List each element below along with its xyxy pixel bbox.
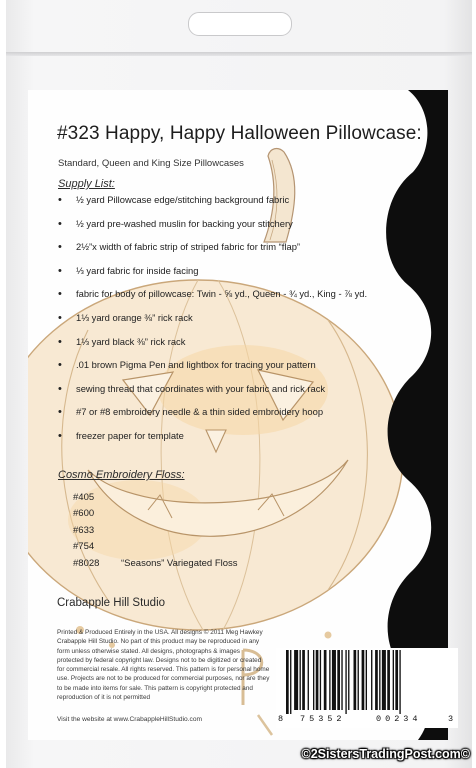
barcode-bar	[316, 650, 319, 710]
barcode-bar	[399, 650, 400, 714]
barcode-bar	[332, 650, 336, 710]
supply-item: • ½ yard Pillowcase edge/stitching background fabric	[52, 193, 402, 217]
site-watermark: ©2SistersTradingPost.com©	[301, 747, 470, 761]
studio-name: Crabapple Hill Studio	[57, 597, 166, 609]
website-text: Visit the website at www.CrabappleHillStudio.com	[57, 716, 203, 723]
supply-list-heading: Supply List:	[58, 178, 115, 190]
copyright-line: protected by federal copyright law. Designs not to be digitized or created	[57, 656, 262, 664]
floss-code: #754	[73, 541, 95, 553]
barcode-bar	[308, 650, 309, 710]
upc-barcode	[276, 648, 458, 728]
supply-item: • .01 brown Pigma Pen and lightbox for tracing your pattern	[52, 358, 402, 382]
supply-item: • 1⅓ yard black ⅜” rick rack	[52, 335, 402, 359]
barcode-bar	[395, 650, 398, 710]
copyright-line: to be made into items for sale. This pattern is copyright protected and	[57, 684, 253, 692]
floss-description: “Seasons” Variegated Floss	[121, 557, 238, 569]
barcode-bar	[366, 650, 367, 710]
barcode-right-digits: 00234	[376, 714, 422, 724]
barcode-bar	[337, 650, 340, 710]
barcode-bar	[348, 650, 349, 710]
barcode-bar	[393, 650, 394, 710]
barcode-digits	[276, 714, 458, 726]
barcode-left-digits: 75352	[300, 714, 346, 724]
barcode-bar	[354, 650, 357, 710]
supply-item: • #7 or #8 embroidery needle & a thin sided embroidery hoop	[52, 405, 402, 429]
bag-seal	[6, 52, 472, 56]
pattern-title: #323 Happy, Happy Halloween Pillowcase:	[57, 123, 422, 144]
barcode-trail-digit: 3	[448, 714, 454, 724]
barcode-bar	[375, 650, 378, 710]
barcode-bar	[341, 650, 342, 710]
floss-code: #405	[73, 492, 95, 503]
pattern-subtitle: Standard, Queen and King Size Pillowcases	[58, 158, 244, 169]
barcode-lead-digit: 8	[278, 714, 284, 724]
copyright-line: form unless otherwise stated. All designs, photographs & images	[57, 647, 240, 655]
barcode-bar	[286, 650, 289, 714]
barcode-bar	[382, 650, 386, 710]
supply-item: • 2½”x width of fabric strip of striped fabric for trim “flap”	[52, 240, 402, 264]
copyright-line: use. Projects are not to be produced for commercial purposes, nor are they	[57, 675, 270, 683]
supply-item: • sewing thread that coordinates with your fabric and rick rack	[52, 382, 402, 406]
barcode-bar	[324, 650, 327, 710]
barcode-bar	[300, 650, 301, 710]
barcode-bar	[345, 650, 346, 714]
pattern-card	[28, 90, 448, 740]
floss-code: #600	[73, 508, 95, 520]
barcode-bar	[302, 650, 305, 710]
supply-item: • ⅓ yard fabric for inside facing	[52, 264, 402, 288]
barcode-bar	[320, 650, 321, 710]
copyright-line: Crabapple Hill Studio. No part of this product may be reproduced in any	[57, 638, 260, 646]
supply-item: • ½ yard pre-washed muslin for backing your stitchery	[52, 217, 402, 241]
floss-heading: Cosmo Embroidery Floss:	[58, 469, 185, 481]
barcode-bar	[294, 650, 298, 710]
barcode-bars	[276, 648, 458, 714]
supply-item: • freezer paper for template	[52, 429, 402, 453]
barcode-bar	[371, 650, 372, 710]
barcode-bar	[358, 650, 359, 710]
supply-item: • 1⅓ yard orange ⅜” rick rack	[52, 311, 402, 335]
barcode-bar	[290, 650, 291, 714]
barcode-bar	[329, 650, 330, 710]
copyright-line: reproduction of it is not permitted	[57, 694, 151, 702]
supply-item: • fabric for body of pillowcase: Twin - ⅝ yd., Queen - ¾ yd., King - ⅞ yd.	[52, 287, 402, 311]
copyright-line: Printed & Produced Entirely in the USA. All designs © 2011 Meg Hawkey	[57, 629, 263, 636]
hang-hole	[188, 12, 292, 36]
barcode-bar	[362, 650, 365, 710]
barcode-bar	[387, 650, 390, 710]
floss-code: #633	[73, 524, 95, 536]
copyright-line: for commercial resale. All rights reserved. This pattern is for personal home	[57, 666, 270, 674]
barcode-bar	[313, 650, 314, 710]
floss-code: #8028	[73, 557, 100, 569]
supply-list	[52, 193, 402, 453]
barcode-bar	[379, 650, 380, 710]
